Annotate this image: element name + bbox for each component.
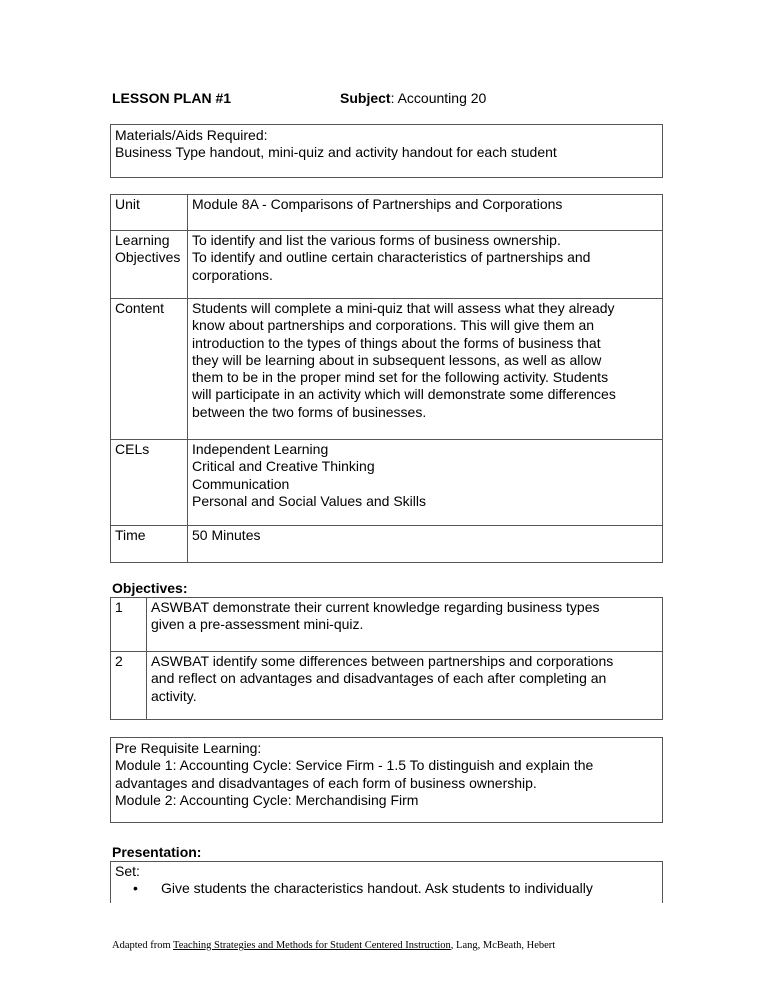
value-line: To identify and outline certain characteristics of partnerships and bbox=[192, 249, 591, 266]
table-row bbox=[111, 195, 663, 231]
row-value bbox=[188, 526, 663, 563]
value-line: ASWBAT demonstrate their current knowledge regarding business types bbox=[151, 599, 600, 615]
table-row bbox=[111, 526, 663, 563]
materials-box bbox=[110, 124, 663, 178]
label-line: Time bbox=[115, 527, 146, 543]
objectives-table bbox=[110, 597, 663, 720]
prereq-line: Module 2: Accounting Cycle: Merchandising Firm bbox=[115, 791, 419, 808]
value-line: Communication bbox=[192, 475, 290, 492]
subject-value: : Accounting 20 bbox=[390, 90, 487, 106]
objective-number: 2 bbox=[111, 652, 147, 720]
value-line: Independent Learning bbox=[192, 441, 329, 457]
subject-line bbox=[340, 90, 486, 107]
unit-table bbox=[110, 194, 663, 563]
row-value bbox=[188, 440, 663, 526]
bullet-icon: • bbox=[133, 880, 138, 897]
value-line: know about partnerships and corporations. This will give them an bbox=[192, 317, 595, 334]
row-label bbox=[111, 526, 188, 563]
row-value bbox=[188, 231, 663, 299]
value-line: between the two forms of businesses. bbox=[192, 403, 427, 420]
value-line: will participate in an activity which will demonstrate some differences bbox=[192, 386, 616, 403]
label-line: CELs bbox=[115, 441, 150, 457]
value-line: Critical and Creative Thinking bbox=[192, 458, 375, 475]
bullet-item bbox=[115, 880, 658, 897]
prereq-line: advantages and disadvantages of each form of business ownership. bbox=[115, 774, 537, 791]
bullet-text: Give students the characteristics handout. Ask students to individually bbox=[161, 880, 593, 897]
value-line: corporations. bbox=[192, 266, 273, 283]
value-line: Personal and Social Values and Skills bbox=[192, 492, 426, 509]
value-line: introduction to the types of things about the forms of business that bbox=[192, 334, 601, 351]
footer-prefix: Adapted from bbox=[112, 940, 174, 951]
value-line: To identify and list the various forms of business ownership. bbox=[192, 232, 561, 248]
value-line: activity. bbox=[151, 687, 197, 704]
row-value bbox=[188, 299, 663, 440]
value-line: 50 Minutes bbox=[192, 527, 261, 543]
label-line: Learning bbox=[115, 232, 170, 248]
lesson-plan-title: LESSON PLAN #1 bbox=[112, 90, 232, 106]
label-line: Content bbox=[115, 300, 165, 316]
row-label bbox=[111, 440, 188, 526]
footer-authors: , Lang, McBeath, Hebert bbox=[450, 940, 556, 951]
row-label bbox=[111, 231, 188, 299]
table-row bbox=[111, 231, 663, 299]
table-row bbox=[111, 652, 663, 720]
label-line: Objectives bbox=[115, 249, 181, 266]
subject-label: Subject bbox=[340, 90, 391, 106]
set-label: Set: bbox=[115, 863, 140, 879]
value-line: ASWBAT identify some differences between partnerships and corporations bbox=[151, 653, 614, 669]
objective-text bbox=[147, 598, 663, 652]
value-line: given a pre-assessment mini-quiz. bbox=[151, 616, 364, 633]
presentation-heading: Presentation: bbox=[112, 844, 202, 860]
value-line: them to be in the proper mind set for the following activity. Students bbox=[192, 369, 609, 386]
value-line: Module 8A - Comparisons of Partnerships and Corporations bbox=[192, 196, 563, 212]
value-line: and reflect on advantages and disadvantages of each after completing an bbox=[151, 670, 607, 687]
prerequisite-box bbox=[110, 737, 663, 823]
label-line: Unit bbox=[115, 196, 140, 212]
footer-citation bbox=[112, 937, 555, 954]
value-line: they will be learning about in subsequent lessons, as well as allow bbox=[192, 351, 602, 368]
materials-label: Materials/Aids Required: bbox=[115, 127, 268, 143]
value-line: Students will complete a mini-quiz that will assess what they already bbox=[192, 300, 615, 316]
row-value bbox=[188, 195, 663, 231]
table-row bbox=[111, 440, 663, 526]
row-label bbox=[111, 195, 188, 231]
objective-number: 1 bbox=[111, 598, 147, 652]
prereq-line: Pre Requisite Learning: bbox=[115, 740, 262, 756]
materials-text: Business Type handout, mini-quiz and activity handout for each student bbox=[115, 144, 557, 161]
table-row bbox=[111, 299, 663, 440]
prereq-line: Module 1: Accounting Cycle: Service Firm - 1.5 To distinguish and explain the bbox=[115, 757, 594, 774]
objectives-heading: Objectives: bbox=[112, 580, 188, 596]
row-label bbox=[111, 299, 188, 440]
table-row bbox=[111, 598, 663, 652]
footer-book-title: Teaching Strategies and Methods for Student Centered Instruction bbox=[173, 940, 451, 951]
set-box bbox=[110, 861, 663, 903]
objective-text bbox=[147, 652, 663, 720]
